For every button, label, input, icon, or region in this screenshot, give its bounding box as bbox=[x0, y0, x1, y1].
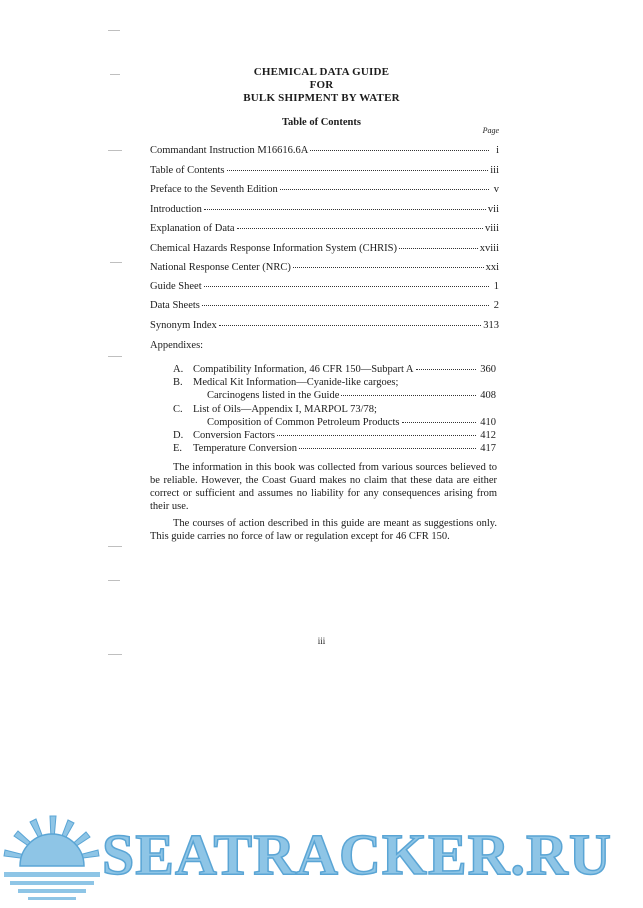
appendix-page: 410 bbox=[480, 417, 496, 428]
toc-entry-label: Table of Contents bbox=[150, 165, 225, 176]
toc-entry-page: vii bbox=[487, 204, 499, 215]
dot-leader bbox=[237, 227, 483, 229]
toc-entry bbox=[150, 184, 499, 195]
appendix-entry-continuation bbox=[173, 390, 496, 401]
watermark-text: SEATRACKER.RU bbox=[102, 822, 612, 887]
appendix-entry-continuation bbox=[173, 417, 496, 428]
sun-over-sea-icon bbox=[4, 816, 100, 900]
toc-entry bbox=[150, 223, 499, 234]
toc-entry bbox=[150, 281, 499, 292]
appendix-page: 417 bbox=[480, 443, 496, 454]
dot-leader bbox=[227, 169, 489, 171]
dot-leader bbox=[280, 188, 489, 190]
toc-entry-page: viii bbox=[484, 223, 499, 234]
appendix-label: Medical Kit Information—Cyanide-like cargoes; bbox=[193, 377, 399, 388]
appendix-entry bbox=[173, 404, 496, 415]
dot-leader bbox=[204, 208, 486, 210]
scan-margin-mark bbox=[108, 654, 122, 655]
appendix-entry bbox=[173, 377, 496, 388]
dot-leader bbox=[293, 266, 484, 268]
page-number: iii bbox=[317, 636, 326, 646]
toc-entry bbox=[150, 300, 499, 311]
appendix-entry bbox=[173, 443, 496, 454]
toc-entry-label: Introduction bbox=[150, 204, 202, 215]
dot-leader bbox=[219, 324, 481, 326]
disclaimer-paragraph: The information in this book was collected from various sources believed to be reliable. However, the Coast Guard makes no claim that these data are either correct or sufficient and assumes no liability for any consequences arising from their use. bbox=[150, 461, 497, 512]
toc-entry bbox=[150, 320, 499, 331]
toc-entry-label: Synonym Index bbox=[150, 320, 217, 331]
dot-leader bbox=[204, 285, 489, 287]
toc-entry-page: xviii bbox=[479, 243, 499, 254]
toc-entry-page: v bbox=[493, 184, 499, 195]
toc-entry-label: Chemical Hazards Response Information System (CHRIS) bbox=[150, 243, 397, 254]
toc-entry-page: 2 bbox=[493, 300, 499, 311]
toc-entry-page: xxi bbox=[485, 262, 499, 273]
toc-entry bbox=[150, 165, 499, 176]
dot-leader bbox=[402, 421, 476, 423]
page-column-label: Page bbox=[482, 126, 499, 135]
dot-leader bbox=[416, 368, 477, 370]
appendix-entry bbox=[173, 364, 496, 375]
toc-entry-label: Data Sheets bbox=[150, 300, 200, 311]
appendix-label: Composition of Common Petroleum Products bbox=[207, 417, 400, 428]
scan-margin-mark bbox=[110, 262, 122, 263]
appendix-label: Compatibility Information, 46 CFR 150—Subpart A bbox=[193, 364, 414, 375]
toc-entry-label: Guide Sheet bbox=[150, 281, 202, 292]
appendix-page: 412 bbox=[480, 430, 496, 441]
toc-entry-page: iii bbox=[490, 165, 499, 176]
document-title-line-3: BULK SHIPMENT BY WATER bbox=[243, 92, 400, 104]
document-title-line-1: CHEMICAL DATA GUIDE bbox=[253, 66, 390, 78]
toc-entry-page: i bbox=[496, 145, 499, 156]
toc-entry bbox=[150, 145, 499, 156]
dot-leader bbox=[299, 447, 476, 449]
toc-entry-label: Preface to the Seventh Edition bbox=[150, 184, 278, 195]
document-title-line-2: FOR bbox=[309, 79, 334, 91]
appendix-letter: E. bbox=[173, 443, 183, 454]
appendixes-label: Appendixes: bbox=[150, 340, 204, 351]
toc-entry-label: National Response Center (NRC) bbox=[150, 262, 291, 273]
appendix-label: Temperature Conversion bbox=[193, 443, 297, 454]
toc-heading: Table of Contents bbox=[282, 117, 361, 128]
appendix-page: 408 bbox=[480, 390, 496, 401]
dot-leader bbox=[341, 394, 476, 396]
advisory-paragraph: The courses of action described in this guide are meant as suggestions only. This guide carries no force of law or regulation except for 46 CFR 150. bbox=[150, 517, 497, 542]
appendix-label: Conversion Factors bbox=[193, 430, 275, 441]
scan-margin-mark bbox=[108, 30, 120, 31]
dot-leader bbox=[202, 304, 489, 306]
scan-margin-mark bbox=[108, 356, 122, 357]
scan-margin-mark bbox=[108, 150, 122, 151]
toc-entry bbox=[150, 262, 499, 273]
toc-entry-label: Explanation of Data bbox=[150, 223, 235, 234]
appendix-letter: C. bbox=[173, 404, 183, 415]
toc-entry-page: 1 bbox=[493, 281, 499, 292]
toc-entry-page: 313 bbox=[483, 320, 499, 331]
toc-entry bbox=[150, 243, 499, 254]
toc-entry-label: Commandant Instruction M16616.6A bbox=[150, 145, 309, 156]
appendix-label: Carcinogens listed in the Guide bbox=[207, 390, 340, 401]
scan-margin-mark bbox=[108, 580, 120, 581]
toc-entry bbox=[150, 204, 499, 215]
dot-leader bbox=[277, 434, 476, 436]
dot-leader bbox=[399, 247, 478, 249]
appendix-page: 360 bbox=[480, 364, 496, 375]
appendix-label: List of Oils—Appendix I, MARPOL 73/78; bbox=[193, 404, 377, 415]
scan-margin-mark bbox=[108, 546, 122, 547]
dot-leader bbox=[310, 149, 489, 151]
appendix-letter: B. bbox=[173, 377, 183, 388]
appendix-letter: A. bbox=[173, 364, 184, 375]
appendix-letter: D. bbox=[173, 430, 184, 441]
appendix-entry bbox=[173, 430, 496, 441]
